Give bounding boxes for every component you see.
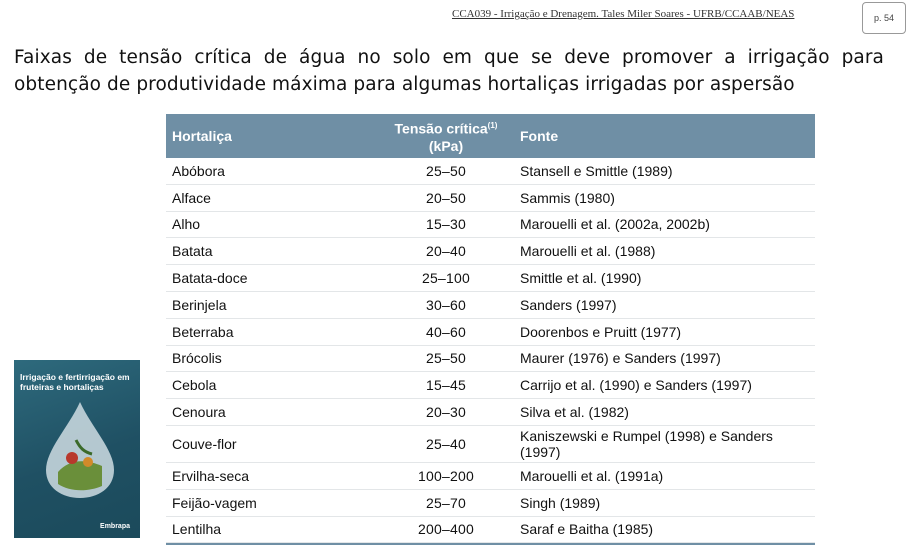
cell-fonte: Marouelli et al. (2002a, 2002b) xyxy=(520,216,710,233)
cell-hortalica: Ervilha-seca xyxy=(172,467,250,484)
header-fonte: Fonte xyxy=(520,128,559,144)
cell-hortalica: Brócolis xyxy=(172,350,222,367)
cell-fonte: Maurer (1976) e Sanders (1997) xyxy=(520,350,721,367)
table-row xyxy=(166,212,815,239)
table-row xyxy=(166,265,815,292)
course-header: CCA039 - Irrigação e Drenagem. Tales Miler Soares - UFRB/CCAAB/NEAS xyxy=(452,8,795,20)
cell-fonte: Doorenbos e Pruitt (1977) xyxy=(520,323,682,340)
header-tensao-line2: (kPa) xyxy=(428,137,464,154)
cell-hortalica: Berinjela xyxy=(172,296,227,313)
cell-fonte: Marouelli et al. (1988) xyxy=(520,243,656,260)
table-body xyxy=(166,158,815,543)
table-row xyxy=(166,372,815,399)
table-row xyxy=(166,463,815,490)
cell-fonte: Smittle et al. (1990) xyxy=(520,270,642,287)
header-hortalica: Hortaliça xyxy=(172,128,232,144)
cell-fonte: Sammis (1980) xyxy=(520,189,615,206)
page-number-box xyxy=(862,2,906,34)
cell-hortalica: Cenoura xyxy=(172,404,226,421)
cell-tensao: 15–30 xyxy=(426,216,466,233)
cell-tensao: 100–200 xyxy=(418,467,474,484)
cell-tensao: 25–50 xyxy=(426,350,466,367)
table-row xyxy=(166,517,815,544)
cell-fonte: Singh (1989) xyxy=(520,494,601,511)
cell-tensao: 25–40 xyxy=(426,435,466,452)
water-drop-illustration xyxy=(40,400,120,500)
critical-tension-table xyxy=(166,114,815,545)
cell-fonte: Saraf e Baitha (1985) xyxy=(520,521,654,538)
table-row xyxy=(166,346,815,373)
cell-hortalica: Batata xyxy=(172,243,213,260)
table-row xyxy=(166,185,815,212)
page-number: p. 54 xyxy=(873,13,895,23)
book-cover-title: Irrigação e fertirrigação em fruteiras e hortaliças xyxy=(20,372,130,392)
header-tensao xyxy=(376,117,516,155)
table-row xyxy=(166,238,815,265)
header-tensao-footnote: (1) xyxy=(487,121,498,131)
table-row xyxy=(166,426,815,463)
cell-fonte: Silva et al. (1982) xyxy=(520,404,629,421)
cell-tensao: 25–50 xyxy=(426,162,466,179)
cell-hortalica: Feijão-vagem xyxy=(172,494,257,511)
table-row xyxy=(166,490,815,517)
cell-hortalica: Lentilha xyxy=(172,521,222,538)
cell-tensao: 25–100 xyxy=(422,270,470,287)
cell-hortalica: Alho xyxy=(172,216,201,233)
cell-tensao: 20–30 xyxy=(426,404,466,421)
cell-hortalica: Alface xyxy=(172,189,211,206)
book-cover-image xyxy=(14,360,140,538)
table-row xyxy=(166,158,815,185)
embrapa-logo: Embrapa xyxy=(100,523,130,530)
cell-hortalica: Couve-flor xyxy=(172,435,237,452)
cell-tensao: 30–60 xyxy=(426,296,466,313)
cell-fonte: Marouelli et al. (1991a) xyxy=(520,467,664,484)
cell-fonte: Stansell e Smittle (1989) xyxy=(520,162,673,179)
cell-tensao: 15–45 xyxy=(426,377,466,394)
table-row xyxy=(166,399,815,426)
cell-tensao: 200–400 xyxy=(418,521,474,538)
cell-fonte: Sanders (1997) xyxy=(520,296,617,313)
table-header-row xyxy=(166,114,815,158)
cell-hortalica: Cebola xyxy=(172,377,217,394)
cell-tensao: 20–40 xyxy=(426,243,466,260)
table-row xyxy=(166,292,815,319)
cell-hortalica: Beterraba xyxy=(172,323,234,340)
cell-fonte: Kaniszewski e Rumpel (1998) e Sanders (1997) xyxy=(520,427,773,460)
cell-fonte: Carrijo et al. (1990) e Sanders (1997) xyxy=(520,377,752,394)
cell-tensao: 40–60 xyxy=(426,323,466,340)
table-row xyxy=(166,319,815,346)
cell-tensao: 25–70 xyxy=(426,494,466,511)
header-tensao-line1: Tensão crítica xyxy=(394,120,488,137)
cell-hortalica: Abóbora xyxy=(172,162,225,179)
slide-title: Faixas de tensão crítica de água no solo em que se deve promover a irrigação para obtenção de produtividade máxima para algumas hortaliças irrigadas por aspersão xyxy=(14,47,884,95)
cell-tensao: 20–50 xyxy=(426,189,466,206)
cell-hortalica: Batata-doce xyxy=(172,270,248,287)
